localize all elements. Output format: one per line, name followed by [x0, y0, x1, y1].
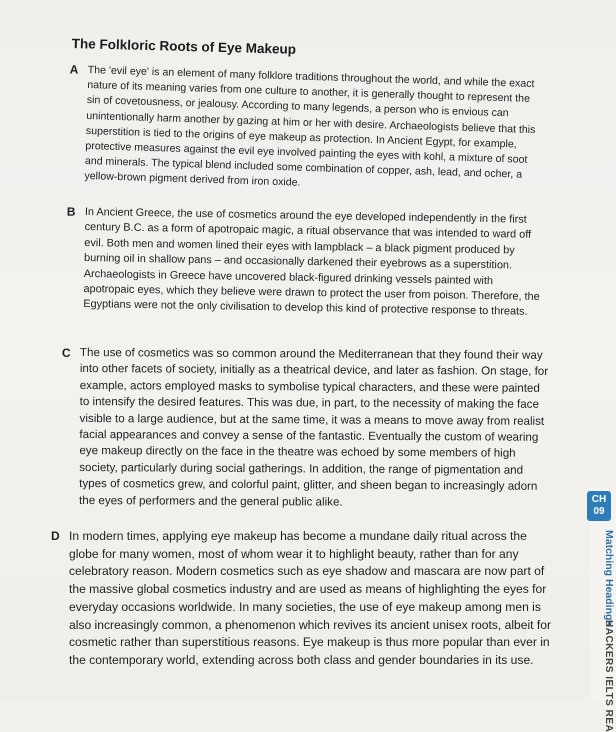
paragraph-letter-c: C: [61, 345, 71, 360]
document-title: The Folkloric Roots of Eye Makeup: [71, 36, 297, 57]
paragraph-d-text: In modern times, applying eye makeup has become a mundane daily ritual across the globe for many women, most of whom wear it to highlight beauty, rather than for any celebratory reason. Modern cosmetics such as eye shadow and mascara are now part of the massive global cosmetics industry and are used as means of highlighting the eyes for everyday occasions worldwide. In many societies, the use of eye makeup among men is also increasingly common, a phenomenon which revives its ancient unisex roots, albeit for cosmetic rather than superstitious reasons. Eye makeup is thus more popular than ever in the contemporary world, extending across both class and gender boundaries in its use.: [69, 529, 551, 667]
chapter-badge: [587, 491, 611, 521]
chapter-badge-line2: 09: [593, 506, 605, 517]
paragraph-a: [69, 62, 540, 199]
paragraph-letter-a: A: [69, 62, 79, 77]
chapter-badge-line1: CH: [591, 494, 607, 505]
paragraph-c-text: The use of cosmetics was so common around the Mediterranean that they found their way into other facets of society, initially as a theatrical device, and later as fashion. On stage, for example, actors employed masks to symbolise typical characters, and these were painted to intensify the desired features. This was due, in part, to the necessity of making the face visible to a large audience, but at the same time, it was a means to move away from realist facial appearances and convey a sense of the fantastic. Eventually the custom of wearing eye makeup directly on the face in the theatre was echoed by some members of high society, particularly during social gatherings. In addition, the range of pigmentation and types of cosmetics grew, and colorful paint, glitter, and sheen began to increasingly adorn the eyes of performers and the general public alike.: [79, 345, 549, 509]
paragraph-b-text: In Ancient Greece, the use of cosmetics around the eye developed independently in the first century B.C. as a form of apotropaic magic, a ritual observance that was intended to ward off evil. Both men and women lined their eyes with lampblack – a black pigment produced by burning oil in shallow pans – and occasionally darkened their eyebrows as a superstition. Archaeologists in Greece have uncovered black-figured drinking vessels painted with apotropaic eyes, which they believe were drawn to protect the user from poison. Therefore, the Egyptians were not the only civilisation to develop this kind of protective response to threats.: [83, 205, 540, 319]
paragraph-a-text: The 'evil eye' is an element of many folklore traditions throughout the world, and while the exact nature of its meaning varies from one culture to another, it is generally thought to represent the sin of covetousness, or jealousy. According to many legends, a person who is envious can unintentionally harm another by gazing at him or her with desire. Archaeologists believe that this superstition is tied to the origins of eye makeup as protection. In Ancient Egypt, for example, protective measures against the evil eye involved painting the eyes with kohl, a mixture of soot and minerals. The typical blend included some combination of copper, ash, lead, and ocher, a yellow-brown pigment derived from iron oxide.: [84, 63, 536, 190]
paragraph-letter-b: B: [66, 204, 76, 219]
section-label: Matching Headings: [603, 530, 615, 627]
brand-label: HACKERS IELTS REA: [603, 620, 614, 732]
paragraph-letter-d: D: [51, 529, 60, 543]
paragraph-d: [51, 528, 555, 670]
paragraph-b: [66, 204, 545, 321]
paragraph-c: [61, 345, 550, 512]
